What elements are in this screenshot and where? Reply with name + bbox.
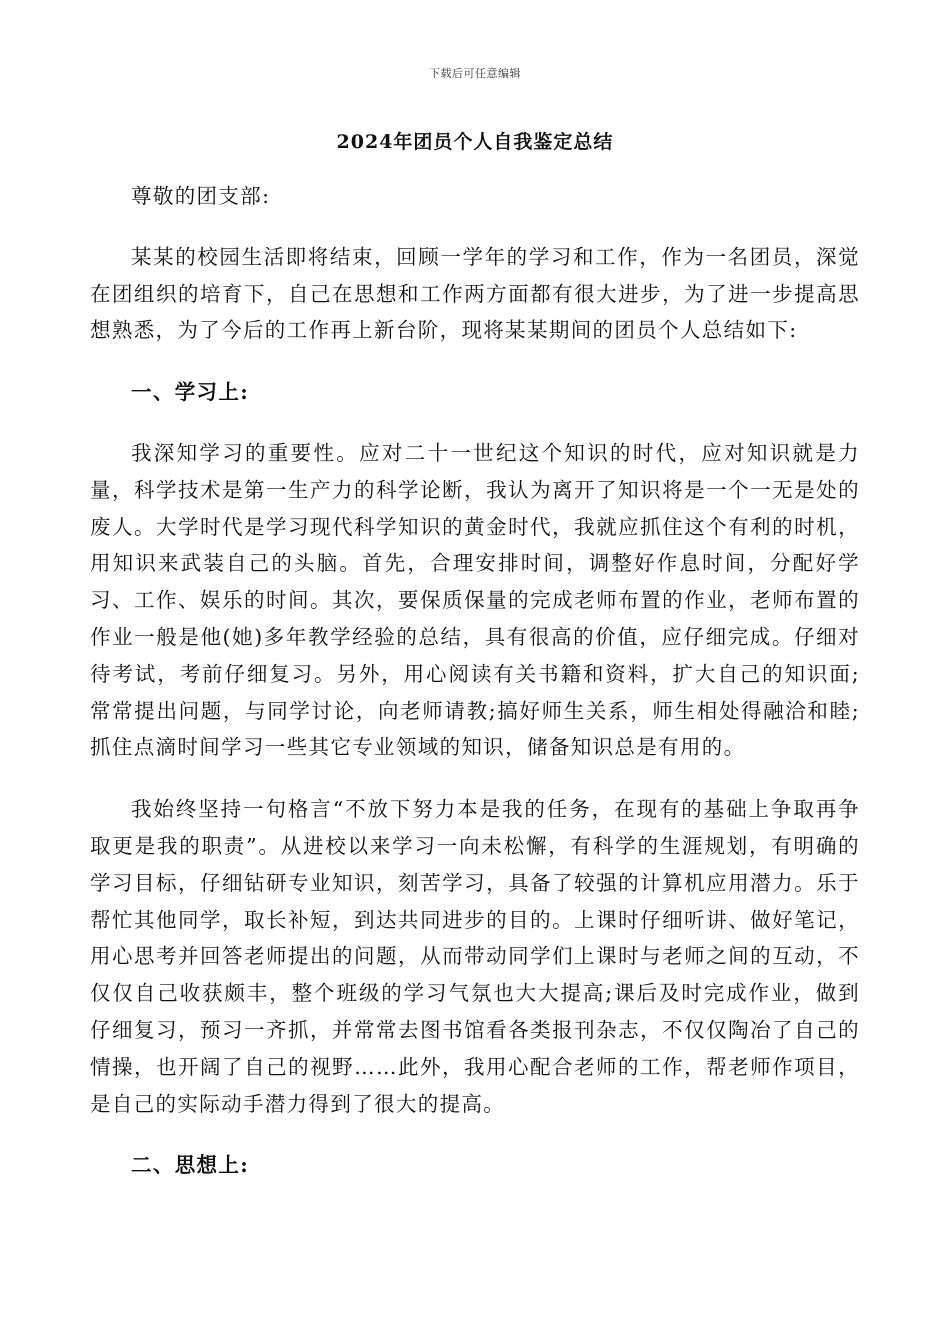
intro-paragraph: 某某的校园生活即将结束，回顾一学年的学习和工作，作为一名团员，深觉在团组织的培育下，自己在思想和工作两方面都有很大进步，为了进一步提高思想熟悉，为了今后的工作再上新台阶，现将某某期间的团员个人总结如下: [90,244,860,343]
section-heading-study: 一、学习上: [131,380,250,405]
header-note: 下载后可任意编辑 [429,67,521,80]
study-paragraph-1: 我深知学习的重要性。应对二十一世纪这个知识的时代，应对知识就是力量，科学技术是第一生产力的科学论断，我认为离开了知识将是一个一无是处的废人。大学时代是学习现代科学知识的黄金时代，我就应抓住这个有利的时机，用知识来武装自己的头脑。首先，合理安排时间，调整好作息时间，分配好学习、工作、娱乐的时间。其次，要保质保量的完成老师布置的作业，老师布置的作业一般是他(她)多年教学经验的总结，具有很高的价值，应仔细完成。仔细对待考试，考前仔细复习。另外，用心阅读有关书籍和资料，扩大自己的知识面;常常提出问题，与同学讨论，向老师请教;搞好师生关系，师生相处得融洽和睦;抓住点滴时间学习一些其它专业领域的知识，储备知识总是有用的。 [90,440,860,760]
document-title: 2024年团员个人自我鉴定总结 [336,131,614,153]
study-paragraph-2: 我始终坚持一句格言“不放下努力本是我的任务，在现有的基础上争取再争取更是我的职责”。从进校以来学习一向未松懈，有科学的生涯规划，有明确的学习目标，仔细钻研专业知识，刻苦学习，具备了较强的计算机应用潜力。乐于帮忙其他同学，取长补短，到达共同进步的目的。上课时仔细听讲、做好笔记，用心思考并回答老师提出的问题，从而带动同学们上课时与老师之间的互动，不仅仅自己收获颇丰，整个班级的学习气氛也大大提高;课后及时完成作业，做到仔细复习，预习一齐抓，并常常去图书馆看各类报刊杂志，不仅仅陶冶了自己的情操，也开阔了自己的视野……此外，我用心配合老师的工作，帮老师作项目，是自己的实际动手潜力得到了很大的提高。 [90,797,860,1116]
document-body [90,178,860,1208]
salutation: 尊敬的团支部: [131,184,271,208]
section-heading-thought: 二、思想上: [131,1153,250,1178]
